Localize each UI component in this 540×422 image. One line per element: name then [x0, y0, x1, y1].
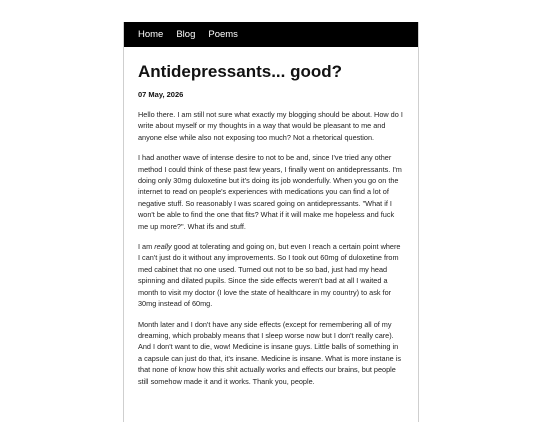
paragraph-3-start: I am [138, 242, 155, 252]
post-paragraph-1: Hello there. I am still not sure what exactly my blogging should be about. How do I write about myself or my thoughts in a way that would be pleasant to me and anyone else while also not exposing too much? Not a rhetorical question. [138, 110, 403, 142]
post-paragraph-2: I had another wave of intense desire to not to be and, since I've tried any other method I could think of these past few years, I finally went on antidepressants. I'm doing only 30mg duloxetine but it's doing its job wonderfully. When you go on the internet to read on people's experiences with medications you can find a lot of negative stuff. So reasonably I was scared going on antidepressants. "What if I won't be able to find the one that fits? What if it will make me hopeless and fuck me up more?". What ifs and stuff. [138, 153, 402, 231]
paragraph-3-rest: good at tolerating and going on, but even I reach a certain point where I can't just do it without any improvements. So I took out 60mg of duloxetine from med cabinet that no one used. Turned out not to be so bad, just had my head spinning and dilated pupils. Since the side effects weren't bad at all I waited a month to visit my doctor (I love the state of healthcare in my country) to ask for 30mg instead of 60mg. [138, 242, 401, 309]
post-paragraph-4: Month later and I don't have any side effects (except for remembering all of my dreaming, which probably means that I sleep worse now but I don't really care). And I don't want to die, wow! Medicine is insane guys. Little balls of something in a capsule can just do that, it's insane. Medicine is insane. What is more instane is that none of know how this shit actually works and effects our brains, but people still somehow made it and it works. Thank you, people. [138, 319, 401, 386]
post-content [124, 61, 418, 387]
nav-poems-link[interactable]: Poems [208, 29, 238, 40]
post-paragraph-3 [138, 241, 404, 309]
blog-page [123, 22, 419, 422]
post-date: 07 May, 2026 [138, 90, 184, 99]
top-nav [124, 22, 418, 47]
emphasis-really: really [154, 242, 172, 252]
post-title: Antidepressants... good? [138, 62, 343, 81]
nav-home-link[interactable]: Home [138, 29, 164, 40]
nav-blog-link[interactable]: Blog [176, 29, 196, 40]
